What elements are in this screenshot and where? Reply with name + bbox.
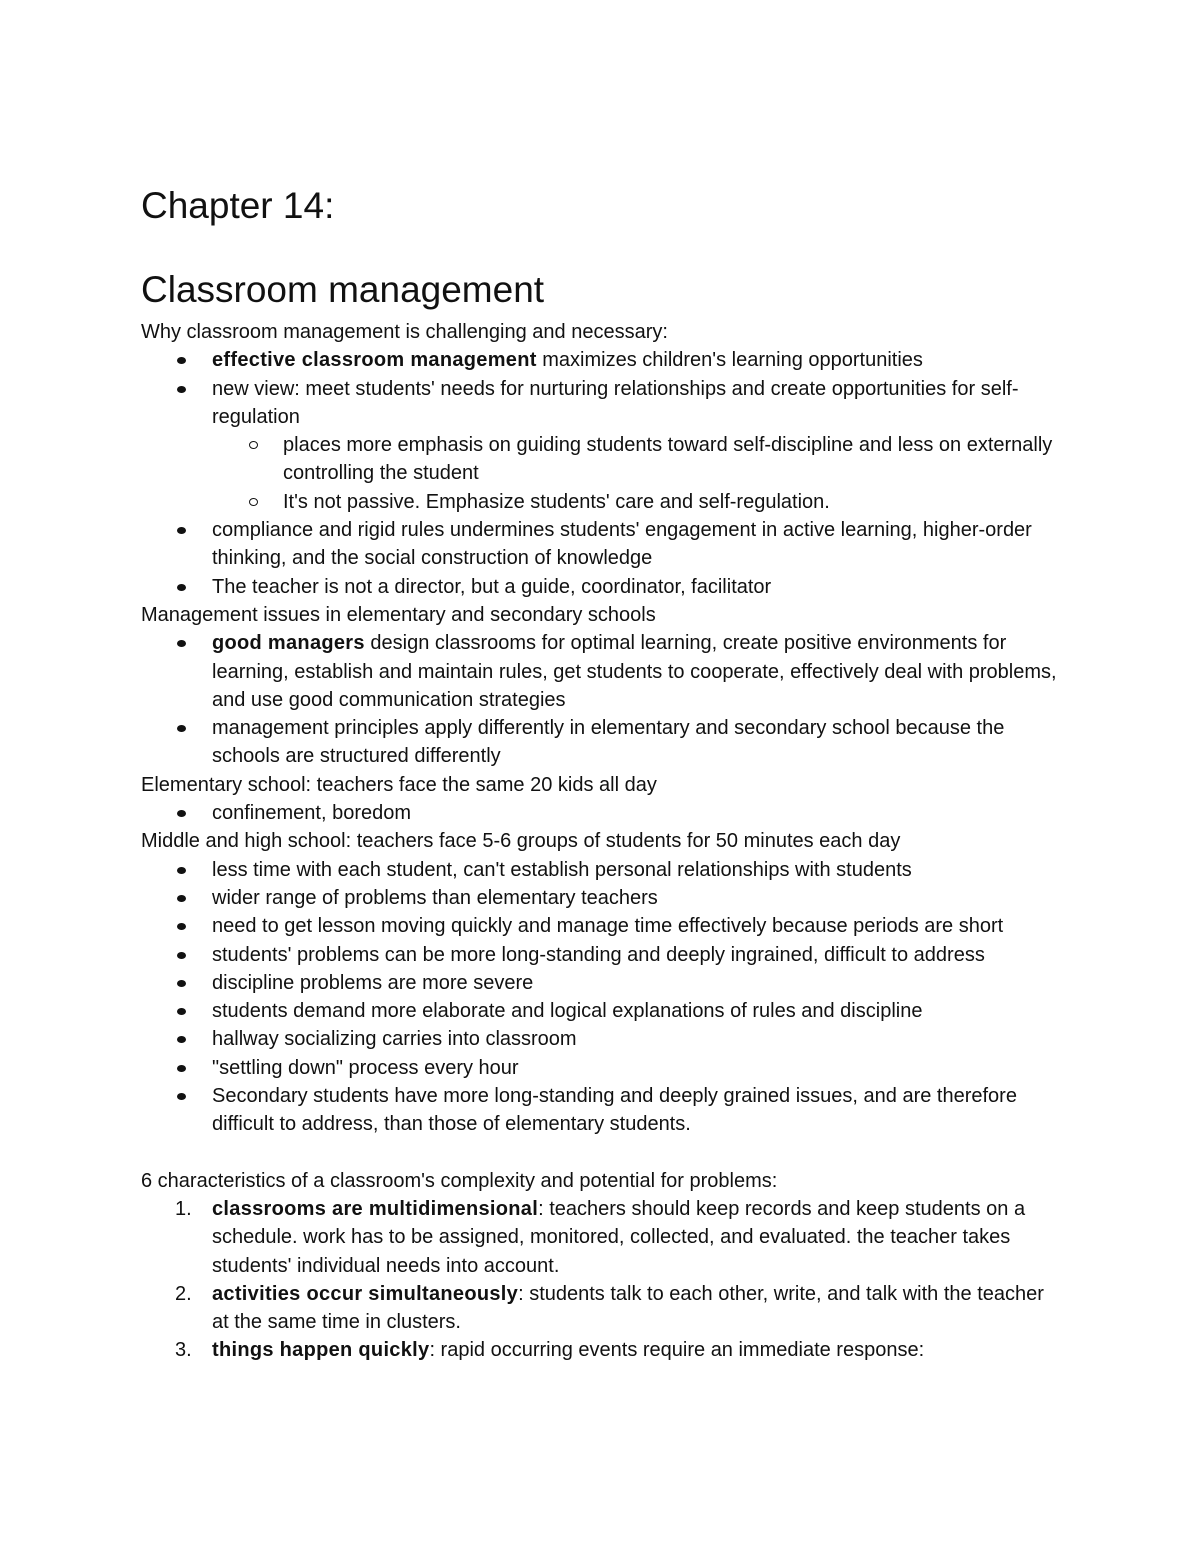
- bullet-icon: [177, 867, 186, 874]
- sub-list-item: [141, 431, 1061, 488]
- numbered-item: [141, 1195, 1061, 1280]
- list-item: [141, 1054, 1061, 1082]
- list-item: [141, 629, 1061, 714]
- bold-term: activities occur simultaneously: [212, 1282, 519, 1305]
- list-item: [141, 714, 1061, 771]
- bold-term: classrooms are multidimensional: [212, 1197, 539, 1220]
- bold-term: good managers: [212, 632, 365, 655]
- item-text: need to get lesson moving quickly and manage time effectively because periods are short: [212, 915, 1004, 938]
- bullet-icon: [177, 527, 186, 534]
- item-number: 2.: [175, 1282, 192, 1305]
- item-text: It's not passive. Emphasize students' care and self-regulation.: [283, 490, 830, 513]
- item-text: maximizes children's learning opportunities: [536, 349, 923, 372]
- section-heading: Middle and high school: teachers face 5-6 groups of students for 50 minutes each day: [141, 830, 901, 853]
- hollow-bullet-icon: [249, 441, 258, 449]
- item-text: : teachers should keep records and keep students on a schedule. work has to be assigned, monitored, collected, and evaluated. the teacher takes students' individual needs into account.: [212, 1197, 1026, 1277]
- bullet-list: [141, 346, 1061, 601]
- chapter-title: Chapter 14:: [141, 185, 335, 226]
- bullet-list: [141, 629, 1061, 770]
- bullet-icon: [177, 725, 186, 732]
- bullet-icon: [177, 1093, 186, 1100]
- item-number: 3.: [175, 1339, 192, 1362]
- section-heading: Elementary school: teachers face the same 20 kids all day: [141, 773, 657, 796]
- list-item: [141, 516, 1061, 573]
- item-text: design classrooms for optimal learning, create positive environments for learning, establish and maintain rules, get students to cooperate, effectively deal with problems, and use good communication strategies: [212, 632, 1057, 711]
- list-item: [141, 884, 1061, 912]
- blank-line: [141, 1139, 1061, 1167]
- item-text: students demand more elaborate and logical explanations of rules and discipline: [212, 1000, 923, 1023]
- item-text: The teacher is not a director, but a guide, coordinator, facilitator: [212, 575, 772, 598]
- numbered-item: [141, 1336, 1061, 1364]
- list-item: [141, 1025, 1061, 1053]
- bullet-icon: [177, 895, 186, 902]
- bullet-icon: [177, 923, 186, 930]
- bullet-icon: [177, 1008, 186, 1015]
- item-text: management principles apply differently in elementary and secondary school because the schools are structured differently: [212, 717, 1005, 768]
- bullet-icon: [177, 1065, 186, 1072]
- bullet-list: [141, 799, 1061, 827]
- section-heading: Management issues in elementary and secondary schools: [141, 603, 656, 626]
- bullet-icon: [177, 584, 186, 591]
- numbered-list: [141, 1195, 1061, 1365]
- bold-term: effective classroom management: [212, 349, 537, 372]
- item-text: confinement, boredom: [212, 802, 412, 825]
- section-title: Classroom management: [141, 269, 545, 310]
- bold-term: things happen quickly: [212, 1339, 430, 1362]
- bullet-icon: [177, 952, 186, 959]
- list-item: [141, 1082, 1061, 1139]
- list-item: [141, 997, 1061, 1025]
- item-text: hallway socializing carries into classroom: [212, 1028, 577, 1051]
- item-text: less time with each student, can't establish personal relationships with students: [212, 858, 912, 881]
- item-text: wider range of problems than elementary teachers: [212, 886, 658, 909]
- item-text: : rapid occurring events require an immediate response:: [429, 1339, 925, 1362]
- item-text: new view: meet students' needs for nurturing relationships and create opportunities for self-regulation: [212, 377, 1019, 428]
- list-item: [141, 799, 1061, 827]
- bullet-icon: [177, 640, 186, 647]
- list-item: [141, 969, 1061, 997]
- sub-list-item: [141, 488, 1061, 516]
- list-item: [141, 856, 1061, 884]
- item-number: 1.: [175, 1197, 192, 1220]
- item-text: places more emphasis on guiding students toward self-discipline and less on externally controlling the student: [283, 434, 1053, 485]
- item-text: students' problems can be more long-standing and deeply ingrained, difficult to address: [212, 943, 985, 966]
- list-item: [141, 912, 1061, 940]
- section-heading: 6 characteristics of a classroom's complexity and potential for problems:: [141, 1169, 778, 1192]
- bullet-icon: [177, 386, 186, 393]
- list-item: [141, 375, 1061, 432]
- document-page: [141, 184, 1061, 1365]
- item-text: compliance and rigid rules undermines students' engagement in active learning, higher-order thinking, and the social construction of knowledge: [212, 519, 1032, 570]
- bullet-icon: [177, 810, 186, 817]
- item-text: : students talk to each other, write, and talk with the teacher at the same time in clusters.: [212, 1282, 1044, 1334]
- hollow-bullet-icon: [249, 498, 258, 506]
- list-item: [141, 346, 1061, 374]
- list-item: [141, 573, 1061, 601]
- item-text: Secondary students have more long-standing and deeply grained issues, and are therefore difficult to address, than those of elementary students.: [212, 1085, 1017, 1136]
- bullet-list: [141, 856, 1061, 1139]
- item-text: "settling down" process every hour: [212, 1056, 519, 1079]
- numbered-item: [141, 1280, 1061, 1337]
- bullet-icon: [177, 1036, 186, 1043]
- section-heading: Why classroom management is challenging and necessary:: [141, 321, 668, 343]
- bullet-icon: [177, 357, 186, 364]
- list-item: [141, 941, 1061, 969]
- bullet-icon: [177, 980, 186, 987]
- item-text: discipline problems are more severe: [212, 971, 534, 994]
